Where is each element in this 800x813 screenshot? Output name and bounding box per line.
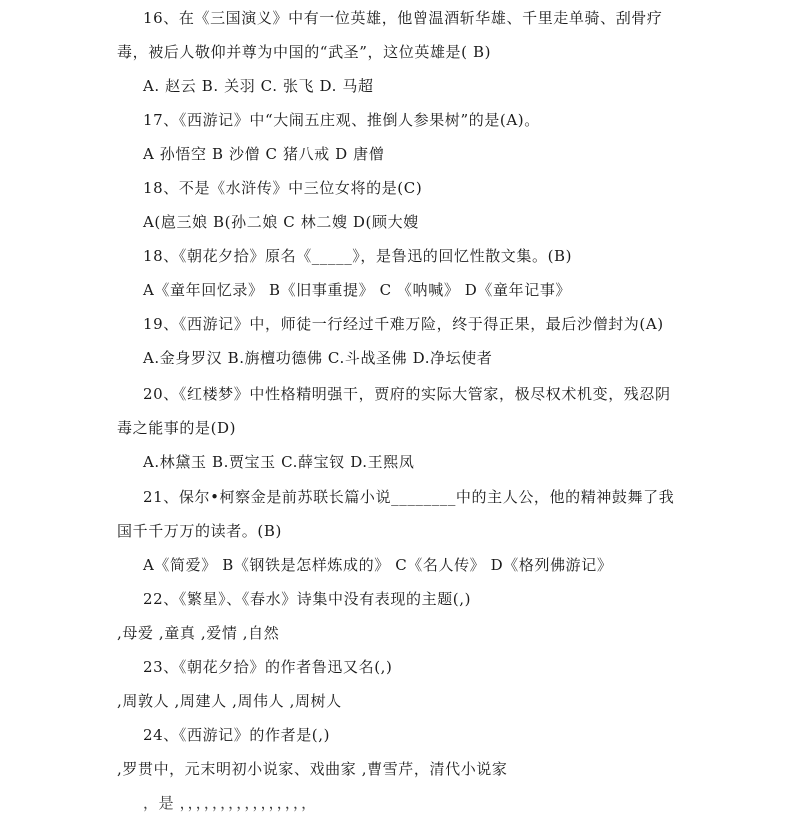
q22-text: 22、《繁星》、《春水》诗集中没有表现的主题(,): [143, 590, 472, 608]
q16-text-line-1: 16、在《三国演义》中有一位英雄，他曾温酒斩华雄、千里走单骑、刮骨疗: [143, 9, 663, 27]
q18b-text: 18、《朝花夕拾》原名《_____》，是鲁迅的回忆性散文集。(B): [143, 247, 573, 265]
q18a-text: 18、不是《水浒传》中三位女将的是(C): [143, 179, 423, 197]
q21-options: A《简爱》 B《钢铁是怎样炼成的》 C《名人传》 D《格列佛游记》: [143, 556, 613, 574]
q22-options: ,母爱 ,童真 ,爱情 ,自然: [117, 624, 280, 642]
q19-text: 19、《西游记》中，师徒一行经过千难万险，终于得正果，最后沙僧封为(A): [143, 315, 664, 333]
q19-options: A.金身罗汉 B.旃檀功德佛 C.斗战圣佛 D.净坛使者: [143, 349, 493, 367]
q23-options: ,周敦人 ,周建人 ,周伟人 ,周树人: [117, 692, 342, 710]
q20-options: A.林黛玉 B.贾宝玉 C.薛宝钗 D.王熙凤: [143, 453, 415, 471]
q23-text: 23、《朝花夕拾》的作者鲁迅又名(,): [143, 658, 393, 676]
q21-text-line-1: 21、保尔•柯察金是前苏联长篇小说________中的主人公，他的精神鼓舞了我: [143, 488, 675, 506]
q18a-options: A(扈三娘 B(孙二娘 C 林二嫂 D(顾大嫂: [143, 213, 419, 231]
q17-text: 17、《西游记》中“大闹五庄观、推倒人参果树”的是(A)。: [143, 111, 540, 129]
q21-text-line-2: 国千千万万的读者。(B): [117, 522, 282, 540]
cut-off-line: ，是 ，，，，，，，，，，，，，，，，: [143, 794, 317, 812]
q17-options: A 孙悟空 B 沙僧 C 猪八戒 D 唐僧: [143, 145, 385, 163]
q16-options: A. 赵云 B. 关羽 C. 张飞 D. 马超: [143, 77, 374, 95]
q24-options: ,罗贯中，元末明初小说家、戏曲家 ,曹雪芹，清代小说家: [117, 760, 508, 778]
q18b-options: A《童年回忆录》 B《旧事重提》 C 《呐喊》 D《童年记事》: [143, 281, 572, 299]
q16-text-line-2: 毒，被后人敬仰并尊为中国的“武圣”，这位英雄是( B): [117, 43, 492, 61]
q20-text-line-1: 20、《红楼梦》中性格精明强干，贾府的实际大管家，极尽权术机变，残忍阴: [143, 385, 671, 403]
q20-text-line-2: 毒之能事的是(D): [117, 419, 237, 437]
q24-text: 24、《西游记》的作者是(,): [143, 726, 331, 744]
